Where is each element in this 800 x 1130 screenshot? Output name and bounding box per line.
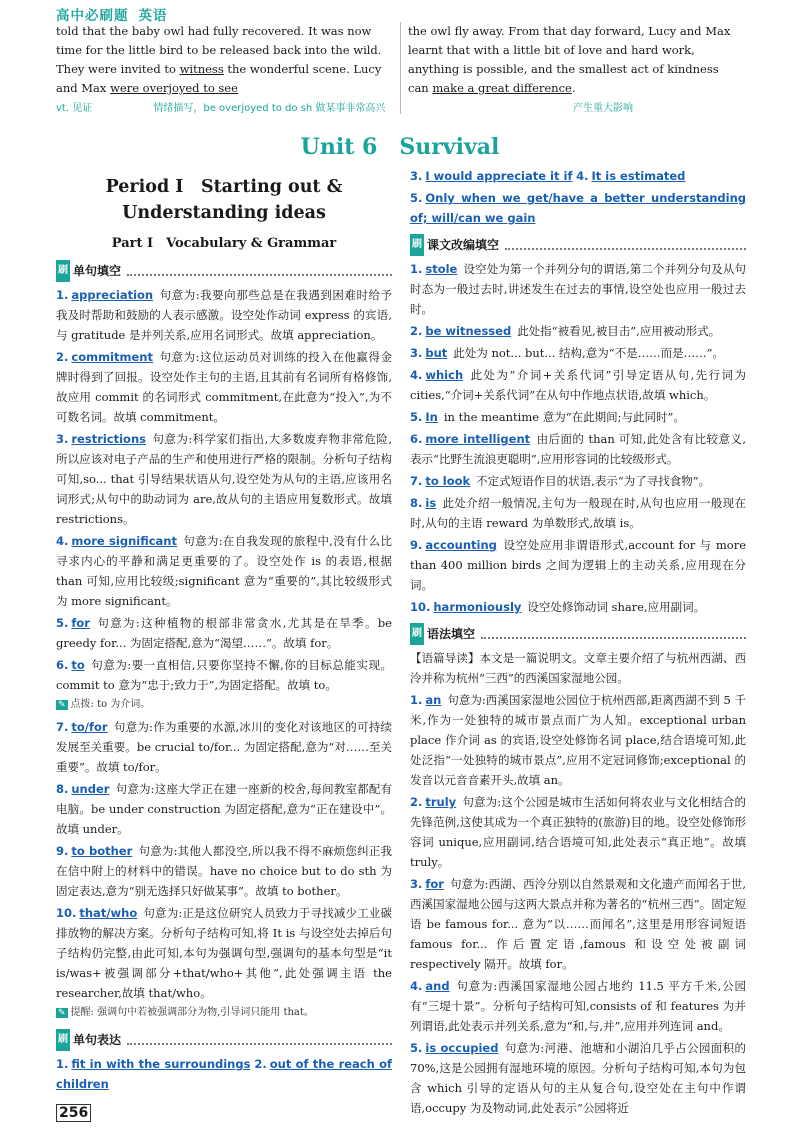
list-item — [56, 655, 392, 715]
answer: for — [425, 877, 444, 891]
answer: truly — [425, 795, 457, 809]
punctuation: . — [571, 81, 576, 95]
list-item — [410, 1038, 746, 1118]
section-title: 语法填空 — [427, 627, 476, 641]
explanation: 句意为:这座大学正在建一座新的校舍,每间教室都配有电脑。be under construction 为固定搭配,意为“正在建设中”。故填 under。 — [56, 782, 392, 836]
answer: an — [425, 693, 442, 707]
explanation: 句意为:科学家们指出,大多数废弃物非常危险,所以应该对电子产品的生产和使用进行严格的限制。分析句子结构可知,so... that 引导结果状语从句,设空处为从句的主语,应该用名词形式;从句中的助动词为 are,故从句的主语应用复数形式。故填 restrictions。 — [56, 432, 392, 526]
brush-icon: 刷 — [56, 1029, 70, 1051]
list-item — [410, 690, 746, 790]
answer: is occupied — [425, 1041, 499, 1055]
explanation: 设空处修饰动词 share,应用副词。 — [527, 600, 706, 614]
previous-passage-left — [56, 22, 394, 118]
answer: Only when we get/have a better understanding of; will/can we gain — [410, 191, 746, 225]
answer: to look — [425, 474, 471, 488]
underlined-phrase: make a great difference — [432, 81, 572, 95]
answer: appreciation — [71, 288, 154, 302]
item-number: 7. — [410, 474, 423, 488]
page-number: 256 — [56, 1104, 91, 1122]
explanation: 句意为:在自我发现的旅程中,没有什么比寻求内心的平静和满足更重要的了。设空处作 is 的表语,根据 than 可知,应用比较级;significant 意为“重要的”,其比较级形式为 more significant。 — [56, 534, 392, 608]
reading-guide: 【语篇导读】本文是一篇说明文。文章主要介绍了与杭州西湖、西泠并称为杭州“三西”的西溪国家湿地公园。 — [410, 651, 746, 685]
annotation-note: 情绪描写，be overjoyed to do sh 做某事非常高兴 — [153, 103, 386, 114]
explanation: 句意为:西溪国家湿地公园占地约 11.5 平方千米,公园有“三堤十景”。分析句子结构可知,consists of 和 features 为并列谓语,此处表示并列关系,意为“和,与,并”,应用并列连词 and。 — [410, 979, 746, 1033]
item-number: 5. — [410, 191, 423, 205]
explanation: 句意为:其他人都没空,所以我不得不麻烦您纠正我在信中附上的材料中的错误。have no choice but to do sth 为固定表达,意为“别无选择只好做某事”。故填 to bother。 — [56, 844, 392, 898]
list-item — [410, 166, 746, 186]
item-number: 3. — [410, 346, 423, 360]
tip-text: 提醒: 强调句中若被强调部分为物,引导词只能用 that。 — [70, 1007, 314, 1018]
explanation: 句意为:要一直相信,只要你坚持不懈,你的目标总能实现。commit to 意为“忠于;致力于”,为固定搭配。故填 to。 — [56, 658, 392, 692]
part-title: Part Ⅰ Vocabulary & Grammar — [111, 236, 337, 251]
list-item — [410, 321, 746, 341]
section-heading — [410, 623, 746, 645]
dotted-rule — [127, 1035, 392, 1045]
item-number: 2. — [56, 350, 69, 364]
list-item — [56, 285, 392, 345]
explanation: 句意为:这个公园是城市生活如何将农业与文化相结合的先锋范例,这使其成为一个真正独特的(旅游)目的地。设空处修饰形容词 unique,应用副词,结合语境可知,此处表示“真正地”。故填 truly。 — [410, 795, 746, 869]
list-item — [410, 407, 746, 427]
answer: more significant — [71, 534, 177, 548]
annotation-note: vt. 见证 — [56, 103, 93, 114]
book-name: 高中必刷题 — [56, 8, 129, 24]
item-number: 4. — [410, 979, 423, 993]
brush-icon: 刷 — [410, 623, 424, 645]
tip-note — [56, 1003, 392, 1023]
item-number: 2. — [410, 795, 423, 809]
dotted-rule — [481, 629, 746, 639]
list-item — [410, 365, 746, 405]
passage-text: the owl fly away. From that day forward, Lucy and Max learnt that with a little bit of love and hard work, anything is possible, and the smallest act of kindness can — [408, 24, 731, 95]
answer: be witnessed — [425, 324, 512, 338]
underlined-phrase: witness — [179, 62, 224, 76]
explanation: 句意为:正是这位研究人员致力于寻找减少工业碳排放物的解决方案。分析句子结构可知,将 It is 与设空处去掉后句子结构仍完整,由此可知,本句为强调句型,强调句的基本句型是“it is/was+被强调部分+that/who+其他”,此处强调主语 the researcher,故填 that/who。 — [56, 906, 392, 1000]
item-number: 4. — [56, 534, 69, 548]
item-number: 9. — [410, 538, 423, 552]
list-item — [56, 717, 392, 777]
explanation: 句意为:河港、池塘和小湖泊几乎占公园面积的 70%,这是公园拥有湿地环境的原因。分析句子结构可知,本句为包含 which 引导的定语从句的主从复合句,设空处在主句中作谓语,occupy 为及物动词,此处表示“公园将近 — [410, 1041, 747, 1115]
pencil-icon: ✎ — [58, 1008, 66, 1018]
left-column — [56, 166, 392, 1096]
item-number: 10. — [56, 906, 77, 920]
item-number: 2. — [410, 324, 423, 338]
answer: harmoniously — [433, 600, 522, 614]
list-item — [56, 429, 392, 529]
answer: out of the reach of children — [56, 1057, 392, 1091]
answer: and — [425, 979, 450, 993]
explanation: in the meantime 意为“在此期间;与此同时”。 — [443, 410, 685, 424]
list-item — [410, 535, 746, 595]
answer: In — [425, 410, 438, 424]
item-number: 5. — [410, 1041, 423, 1055]
period-title: Period Ⅰ Starting out & Understanding ideas — [105, 177, 343, 223]
explanation: 设空处为第一个并列分句的谓语,第二个并列分句及从句时态为一般过去时,讲述发生在过去的事情,设空处也应用一般过去时。 — [410, 262, 746, 316]
section-heading — [56, 1029, 392, 1051]
answer: I would appreciate it if — [425, 169, 573, 183]
tip-note — [56, 695, 392, 715]
item-number: 4. — [410, 368, 423, 382]
answer: accounting — [425, 538, 497, 552]
explanation: 句意为:作为重要的水源,冰川的变化对该地区的可持续发展至关重要。be crucial to/for... 为固定搭配,意为“对……至关重要”。故填 to/for。 — [56, 720, 392, 774]
answer: which — [425, 368, 464, 382]
item-number: 1. — [410, 693, 423, 707]
item-number: 6. — [56, 658, 69, 672]
list-item — [410, 976, 746, 1036]
list-item — [410, 493, 746, 533]
dotted-rule — [127, 266, 392, 276]
item-number: 10. — [410, 600, 431, 614]
pencil-icon: ✎ — [58, 700, 66, 710]
list-item — [56, 841, 392, 901]
list-item — [56, 347, 392, 427]
underlined-phrase: were overjoyed to see — [110, 81, 238, 95]
explanation: 句意为:这位运动员对训练的投入在他赢得金牌时得到了回报。设空处作主句的主语,且其前有名词所有格修饰,故应用 commit 的名词形式 commitment,在此意为“投入”,为不可数名词。故填 commitment。 — [56, 350, 392, 424]
brush-icon: 刷 — [56, 260, 70, 282]
item-number: 4. — [576, 169, 589, 183]
section-heading — [410, 234, 746, 256]
answer: for — [71, 616, 90, 630]
item-number: 8. — [410, 496, 423, 510]
explanation: 设空处应用非谓语形式,account for 与 more than 400 million birds 之间为逻辑上的主动关系,应用现在分词。 — [410, 538, 746, 592]
list-item — [410, 429, 746, 469]
list-item — [56, 903, 392, 1023]
answer: to bother — [71, 844, 133, 858]
answer: stole — [425, 262, 458, 276]
answer: more intelligent — [425, 432, 531, 446]
list-item — [56, 613, 392, 653]
answer: is — [425, 496, 437, 510]
item-number: 1. — [56, 1057, 69, 1071]
answer: It is estimated — [591, 169, 686, 183]
answer: that/who — [79, 906, 138, 920]
dotted-rule — [505, 240, 746, 250]
tip-text: 点拨: to 为介词。 — [70, 699, 151, 710]
item-number: 8. — [56, 782, 69, 796]
list-item — [410, 259, 746, 319]
explanation: 此处为 not... but... 结构,意为“不是……而是……”。 — [453, 346, 724, 360]
answer: fit in with the surroundings — [71, 1057, 251, 1071]
explanation: 由后面的 than 可知,此处含有比较意义,表示“比野生流浪更聪明”,应用形容词的比较级形式。 — [410, 432, 747, 466]
list-item — [410, 188, 746, 228]
answer: to/for — [71, 720, 108, 734]
explanation: 句意为:我要向那些总是在我遇到困难时给予我及时帮助和鼓励的人表示感激。设空处作动词 express 的宾语,与 gratitude 是并列关系,应用名词形式。故填 appreciation。 — [56, 288, 392, 342]
list-item — [56, 1054, 392, 1094]
item-number: 5. — [410, 410, 423, 424]
list-item — [410, 874, 746, 974]
section-title: 单句表达 — [73, 1033, 122, 1047]
column-divider — [400, 22, 401, 114]
explanation: 不定式短语作目的状语,表示“为了寻找食物”。 — [476, 474, 711, 488]
list-item — [56, 779, 392, 839]
subject-name: 英语 — [138, 8, 168, 24]
answer: to — [71, 658, 85, 672]
list-item — [410, 792, 746, 872]
brush-icon: 刷 — [410, 234, 424, 256]
list-item — [410, 343, 746, 363]
passage-text: the wonderful scene. Lucy and Max — [56, 62, 382, 95]
answer: restrictions — [71, 432, 146, 446]
answer: under — [71, 782, 110, 796]
running-header — [56, 4, 178, 24]
item-number: 7. — [56, 720, 69, 734]
list-item — [410, 597, 746, 617]
item-number: 9. — [56, 844, 69, 858]
explanation: 此处为“介词+关系代词”引导定语从句,先行词为 cities,“介词+关系代词”在从句中作地点状语,故填 which。 — [410, 368, 746, 402]
item-number: 3. — [56, 432, 69, 446]
unit-title: Unit 6 Survival — [300, 134, 500, 160]
section-title: 课文改编填空 — [427, 238, 500, 252]
annotation-note: 产生重大影响 — [573, 103, 633, 114]
explanation: 句意为:这种植物的根部非常贪水,尤其是在旱季。be greedy for... 为固定搭配,意为“渴望……”。故填 for。 — [56, 616, 392, 650]
list-item — [410, 471, 746, 491]
answer: commitment — [71, 350, 153, 364]
passage-text: told that the baby owl had fully recovered. It was now time for the little bird to be released back into the wild. They were invited to — [56, 24, 382, 76]
section-title: 单句填空 — [73, 264, 122, 278]
item-number: 2. — [254, 1057, 267, 1071]
explanation: 句意为:西湖、西泠分别以自然景观和文化遗产而闻名于世,西溪国家湿地公园与这两大景点并称为著名的“杭州三西”。固定短语 be famous for... 意为“以……而闻名”,这里是用形容词短语 famous for... 作后置定语,famous 和设空处被副词 respectively 隔开。故填 for。 — [410, 877, 746, 971]
item-number: 6. — [410, 432, 423, 446]
item-number: 5. — [56, 616, 69, 630]
item-number: 1. — [410, 262, 423, 276]
explanation: 此处介绍一般情况,主句为一般现在时,从句也应用一般现在时,从句的主语 reward 为单数形式,故填 is。 — [410, 496, 746, 530]
right-column — [410, 166, 746, 1120]
previous-passage-right — [408, 22, 742, 118]
explanation: 句意为:西溪国家湿地公园位于杭州西部,距离西湖不到 5 千米,作为一处独特的城市景点而广为人知。exceptional urban place 作介词 as 的宾语,设空处修饰名词 place,结合语境可知,此处泛指“一处独特的城市景点”,应用不定冠词修饰;exceptional 的发音以元音音素开头,故填 an。 — [410, 693, 746, 787]
explanation: 此处指“被看见,被目击”,应用被动形式。 — [517, 324, 721, 338]
section-heading — [56, 260, 392, 282]
list-item — [56, 531, 392, 611]
item-number: 3. — [410, 877, 423, 891]
item-number: 1. — [56, 288, 69, 302]
item-number: 3. — [410, 169, 423, 183]
answer: but — [425, 346, 448, 360]
